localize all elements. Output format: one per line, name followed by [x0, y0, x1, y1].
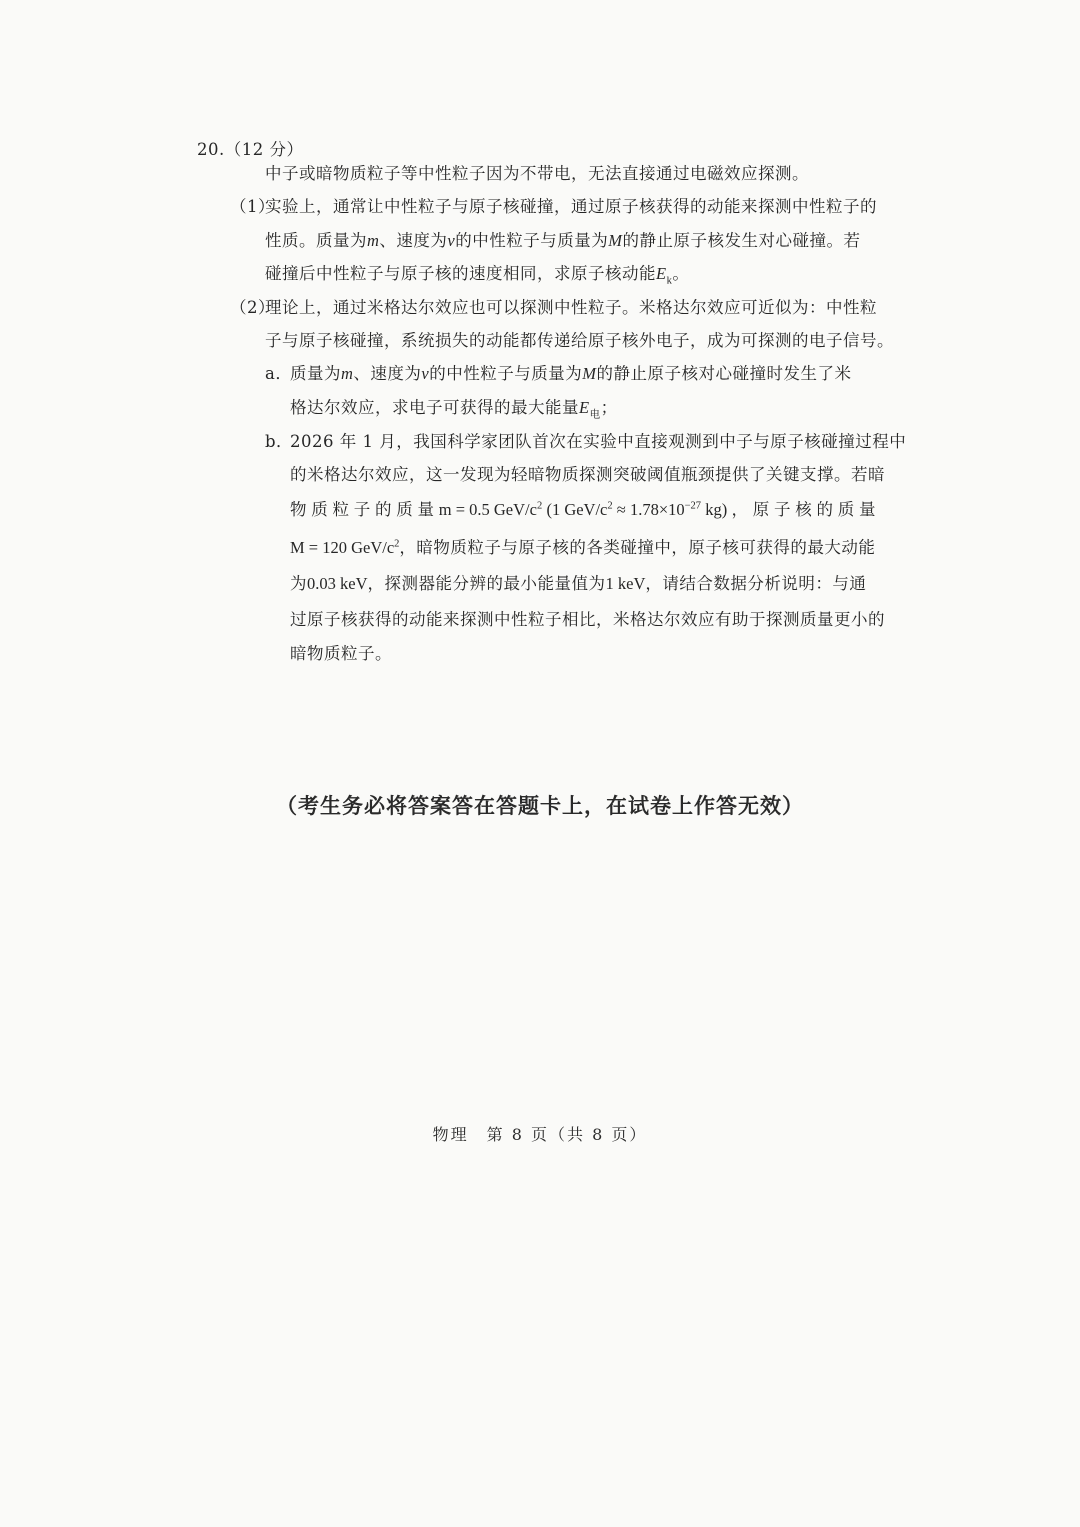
subq-b-line3 — [290, 502, 876, 519]
subq-b-text: 质 — [837, 500, 855, 519]
electron-energy-symbol: E — [579, 398, 590, 417]
formula-superscript: −27 — [684, 500, 702, 512]
subq-a-text: 质量为 — [290, 364, 341, 383]
subq-a-text: 格达尔效应，求电子可获得的最大能量 — [290, 398, 579, 417]
formula-text: kg) — [701, 500, 728, 519]
subq-b-line7: 暗物质粒子。 — [290, 644, 392, 663]
subq-b-line4 — [290, 540, 875, 557]
formula-text: ≈ 1.78×10 — [612, 500, 685, 519]
subq-b-line5 — [290, 576, 866, 593]
subq-b-text: 子 — [353, 500, 371, 519]
answer-notice: （考生务必将答案答在答题卡上，在试卷上作答无效） — [276, 794, 804, 818]
subq-b-text: 质 — [396, 500, 414, 519]
question-intro: 中子或暗物质粒子等中性粒子因为不带电，无法直接通过电磁效应探测。 — [265, 164, 809, 183]
part2-line2: 子与原子核碰撞，系统损失的动能都传递给原子核外电子，成为可探测的电子信号。 — [265, 331, 894, 350]
subq-a-line1 — [290, 366, 852, 383]
subq-a-text: 、速度为 — [353, 364, 422, 383]
part1-text: 碰撞后中性粒子与原子核的速度相同，求原子核动能 — [265, 264, 656, 283]
part2-label: （2） — [230, 298, 275, 317]
subq-b-text: 质 — [311, 500, 329, 519]
velocity-v-symbol: v — [447, 231, 456, 250]
kinetic-energy-symbol: E — [656, 264, 667, 283]
subq-b-text: 为 — [290, 574, 307, 593]
dark-matter-mass-formula — [439, 502, 542, 519]
electron-energy-subscript: 电 — [589, 408, 601, 421]
formula-superscript: 2 — [394, 538, 400, 550]
formula-text: m = 0.5 GeV/c — [438, 500, 537, 519]
subq-b-label: b． — [265, 432, 294, 451]
subq-b-line2: 的米格达尔效应，这一发现为轻暗物质探测突破阈值瓶颈提供了关键支撑。若暗 — [290, 465, 885, 484]
mass-m-symbol: m — [367, 231, 380, 250]
subq-b-text: ，探测器能分辨的最小能量值为 — [367, 574, 606, 593]
subq-b-line6: 过原子核获得的动能来探测中性粒子相比，米格达尔效应有助于探测质量更小的 — [290, 610, 885, 629]
subq-b-text: 子 — [773, 500, 791, 519]
mass-m-symbol: m — [341, 364, 354, 383]
subq-a-text: 的静止原子核对心碰撞时发生了米 — [596, 364, 852, 383]
subq-a-line2 — [290, 398, 618, 421]
part1-text: 。 — [672, 264, 690, 283]
detector-threshold-value: 1 keV — [605, 574, 646, 593]
subq-b-text: ，请结合数据分析说明：与通 — [645, 574, 867, 593]
subq-b-text: 的 — [375, 500, 392, 519]
mass-M-symbol: M — [608, 231, 623, 250]
part1-line2 — [265, 233, 861, 250]
part1-text: 的静止原子核发生对心碰撞。若 — [622, 231, 861, 250]
unit-conversion-formula — [546, 502, 727, 519]
formula-text: (1 GeV/c — [546, 500, 608, 519]
subq-a-label: a． — [265, 364, 293, 383]
subq-b-text: 量 — [858, 500, 876, 519]
subq-b-text: 量 — [417, 500, 435, 519]
formula-superscript: 2 — [536, 500, 543, 512]
subq-a-text: ； — [600, 398, 618, 417]
velocity-v-symbol: v — [421, 364, 430, 383]
page-footer: 物理 第 8 页（共 8 页） — [432, 1125, 648, 1144]
part1-text: 、速度为 — [379, 231, 448, 250]
part1-label: （1） — [230, 197, 275, 216]
formula-text: M = 120 GeV/c — [290, 538, 395, 557]
subq-b-text: ， — [731, 500, 749, 519]
part2-line1: 理论上，通过米格达尔效应也可以探测中性粒子。米格达尔效应可近似为：中性粒 — [265, 298, 877, 317]
subq-b-text: 的 — [816, 500, 834, 519]
part1-line3 — [265, 264, 690, 287]
subq-b-line1: 2026 年 1 月，我国科学家团队首次在实验中直接观测到中子与原子核碰撞过程中 — [290, 432, 907, 451]
nucleus-mass-formula — [290, 538, 399, 557]
part1-text: 的中性粒子与质量为 — [455, 231, 609, 250]
question-number: 20.（12 分） — [197, 140, 304, 159]
subq-a-text: 的中性粒子与质量为 — [429, 364, 583, 383]
mass-M-symbol: M — [582, 364, 597, 383]
subq-b-text: 原 — [752, 500, 770, 519]
part1-text: 性质。质量为 — [265, 231, 367, 250]
formula-superscript: 2 — [607, 500, 613, 512]
subq-b-text: 物 — [290, 500, 307, 519]
subq-b-text: ，暗物质粒子与原子核的各类碰撞中，原子核可获得的最大动能 — [399, 538, 876, 557]
part1-line1: 实验上，通常让中性粒子与原子核碰撞，通过原子核获得的动能来探测中性粒子的 — [265, 197, 877, 216]
subq-b-text: 核 — [795, 500, 813, 519]
subq-b-text: 粒 — [332, 500, 350, 519]
max-kinetic-energy-value: 0.03 keV — [307, 574, 368, 593]
kinetic-energy-subscript: k — [666, 275, 673, 287]
